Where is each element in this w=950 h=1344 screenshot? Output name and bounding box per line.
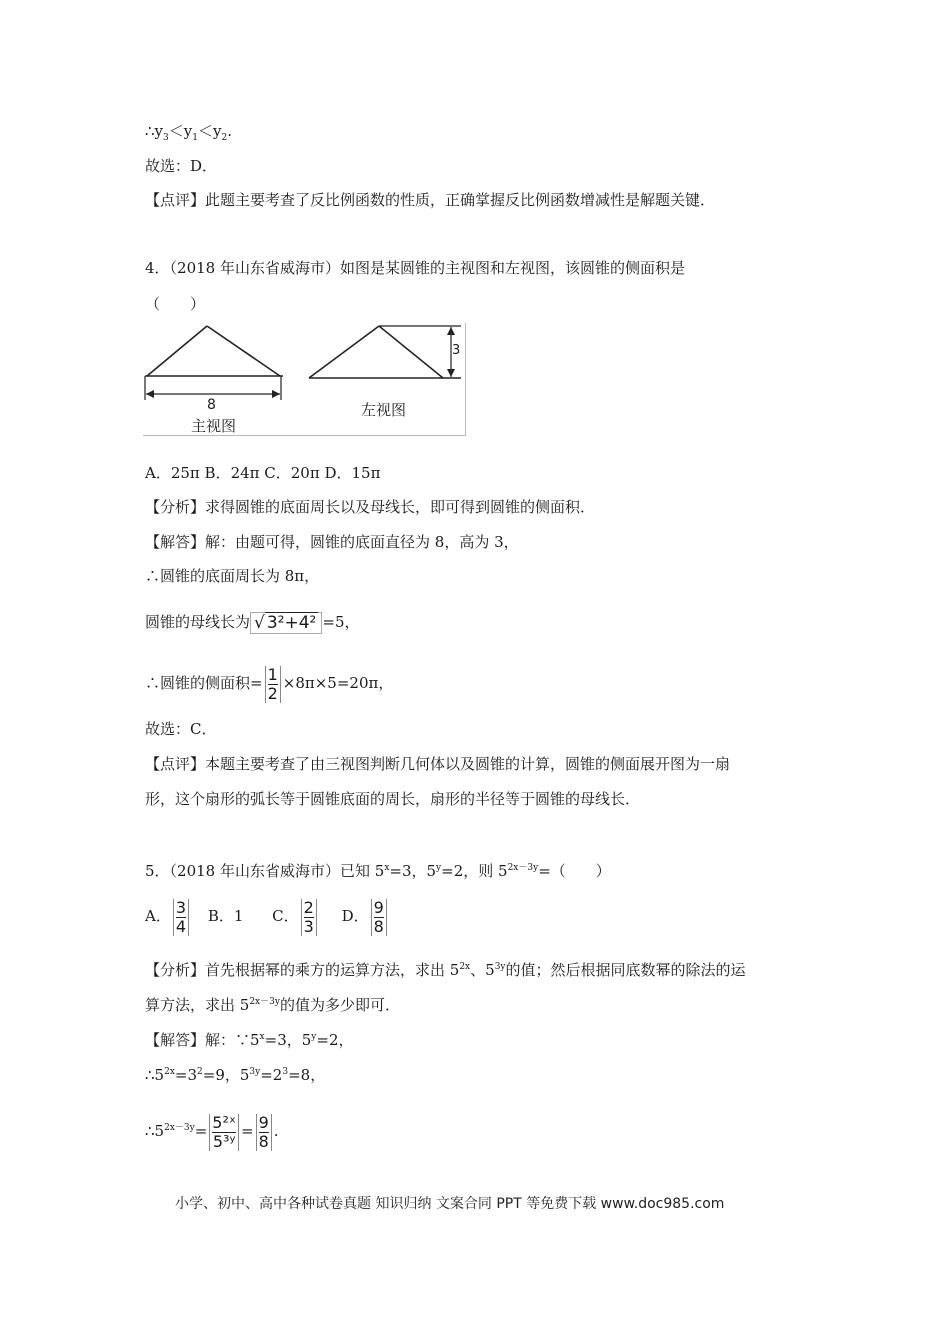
question-5-options: A． $\frac{3}{4}$ B．1 C． $\frac{2}{3}$ D． $\frac{9}{8}$ — [145, 896, 389, 936]
cone-views-figure — [143, 323, 466, 436]
text-line: 故选：D． — [145, 157, 218, 175]
step-line: $\therefore 5^{2x}=3^2=9$，$5^{3y}=2^3=8$， — [145, 1066, 326, 1084]
choice-line: 故选：C． — [145, 720, 217, 738]
lateral-area-line: ∴圆锥的侧面积= $\frac{1}{2}$ ×8π×5=20π， — [145, 664, 394, 703]
step-line: ∴圆锥的底面周长为 8π， — [145, 567, 320, 585]
page-footer: 小学、初中、高中各种试卷真题 知识归纳 文案合同 PPT 等免费下载 www.doc985.com — [175, 1196, 725, 1212]
fraction: $\frac{9}{8}$ — [371, 899, 387, 936]
square-root-expression: √ 3²+4² — [250, 612, 322, 634]
question-4-paren: （ ） — [145, 295, 206, 313]
fraction: $\frac{\text{5²ˣ}}{\text{5³ʸ}}$ — [209, 1114, 239, 1151]
front-view-dimension: 8 — [207, 397, 216, 413]
slant-height-line: 圆锥的母线长为 √ 3²+4² =5， — [145, 613, 360, 633]
front-view-caption: 主视图 — [191, 417, 237, 435]
answer-line: 【解答】解：由题可得，圆锥的底面直径为 8，高为 3， — [145, 533, 519, 551]
fraction: $\frac{2}{3}$ — [301, 899, 317, 936]
analysis-line: 算方法，求出 $5^{2x-3y}$的值为多少即可． — [145, 996, 400, 1014]
question-4-title: 4．（2018 年山东省威海市）如图是某圆锥的主视图和左视图，该圆锥的侧面积是 — [145, 259, 685, 277]
text-line: $\therefore y_3<y_1<y_2$. — [145, 122, 232, 143]
result-line: $\therefore 5^{2x-3y}=$ $\frac{\text{5²ˣ}}{\text{5³ʸ}}$ = $\frac{9}{8}$ . — [145, 1112, 279, 1151]
side-view-caption: 左视图 — [361, 401, 407, 419]
answer-line: 【解答】解：$\because 5^x=3$，$5^y=2$， — [145, 1031, 354, 1049]
analysis-line: 【分析】求得圆锥的底面周长以及母线长，即可得到圆锥的侧面积． — [145, 498, 596, 516]
review-line: 【点评】此题主要考查了反比例函数的性质，正确掌握反比例函数增减性是解题关键． — [145, 191, 716, 209]
fraction: $\frac{3}{4}$ — [173, 899, 189, 936]
question-4-options: A．25π B．24π C．20π D．15π — [145, 464, 381, 482]
question-5-title: 5．（2018 年山东省威海市）已知 $5^x=3$，$5^y=2$，则 $5^{2x-3y}=$（ ） — [145, 862, 611, 880]
review-line: 【点评】本题主要考查了由三视图判断几何体以及圆锥的计算，圆锥的侧面展开图为一扇 — [145, 755, 731, 773]
fraction: $\frac{9}{8}$ — [256, 1114, 272, 1151]
side-view-dimension: 3 — [452, 343, 461, 358]
analysis-line: 【分析】首先根据幂的乘方的运算方法，求出 $5^{2x}$、$5^{3y}$的值；然后根据同底数幂的除法的运 — [145, 961, 746, 979]
review-line: 形，这个扇形的弧长等于圆锥底面的周长，扇形的半径等于圆锥的母线长． — [145, 790, 641, 808]
fraction: $\frac{1}{2}$ — [265, 666, 281, 703]
